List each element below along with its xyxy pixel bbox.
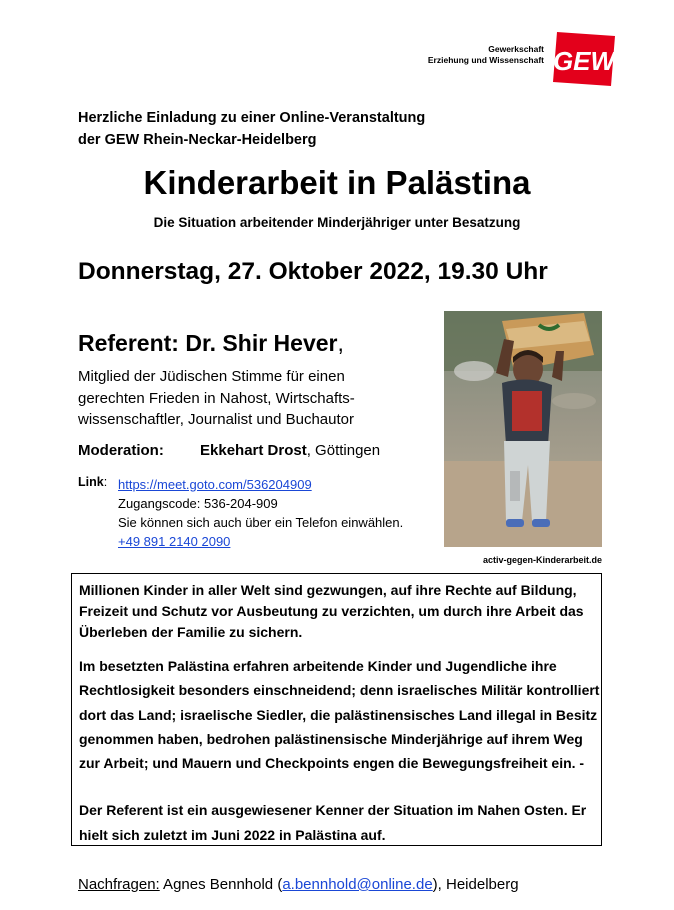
speaker-desc-line: wissenschaftler, Journalist und Buchautor [78, 411, 354, 428]
link-label-wrap [78, 475, 107, 489]
phone-note: Sie können sich auch über ein Telefon einwählen. [118, 515, 404, 530]
svg-text:GEW: GEW [552, 46, 616, 76]
speaker-heading [78, 330, 344, 357]
speaker-description [78, 366, 408, 431]
info-paragraph-3: Der Referent ist ein ausgewiesener Kenner der Situation im Nahen Osten. Er hielt sich zuletzt im Juni 2022 in Palästina auf. [79, 802, 587, 843]
meeting-link[interactable]: https://meet.goto.com/536204909 [118, 477, 312, 492]
moderator-name: Ekkehart Drost [200, 442, 307, 459]
invitation [78, 107, 425, 151]
invitation-line1: Herzliche Einladung zu einer Online-Veranstaltung [78, 110, 426, 126]
speaker-desc-line: Mitglied der Jüdischen Stimme für einen [78, 368, 345, 385]
contact-name: Agnes Bennhold ( [159, 876, 283, 893]
invitation-line2: der GEW Rhein-Neckar-Heidelberg [78, 132, 317, 148]
moderator-city: , Göttingen [306, 442, 381, 459]
info-paragraph-2: Im besetzten Palästina erfahren arbeitende Kinder und Jugendliche ihre Rechtlosigkeit besonders einschneidend; denn israelisches Militär kontrolliert dort das Land; israelische Siedler, die palästinensisches Land illegal in Besitz genommen haben, bedrohen palästinensische Minderjährige auf ihrem Weg zur Arbeit; und Mauern und Checkpoints engen die Bewegungsfreiheit ein. - [79, 658, 600, 772]
contact-email-link[interactable]: a.bennhold@online.de [282, 876, 433, 893]
gew-logo [551, 30, 617, 88]
link-block [118, 475, 403, 551]
link-colon: : [103, 475, 108, 489]
link-label: Link [78, 475, 104, 489]
event-title: Kinderarbeit in Palästina [143, 164, 531, 201]
event-date: Donnerstag, 27. Oktober 2022, 19.30 Uhr [78, 258, 548, 285]
access-code: Zugangscode: 536-204-909 [118, 496, 278, 511]
moderation [78, 442, 380, 459]
org-name-line1: Gewerkschaft [488, 44, 544, 54]
contact-label: Nachfragen: [78, 876, 160, 893]
info-paragraph-1: Millionen Kinder in aller Welt sind gezwungen, auf ihre Rechte auf Bildung, Freizeit und Schutz vor Ausbeutung zu verzichten, um durch ihre Arbeit das Überleben der Familie zu sichern. [79, 582, 584, 640]
speaker-comma: , [337, 330, 344, 356]
speaker-desc-line: gerechten Frieden in Nahost, Wirtschafts- [78, 389, 355, 407]
child-labor-photo [444, 311, 602, 547]
speaker-label: Referent: Dr. Shir Hever [78, 330, 338, 356]
phone-link[interactable]: +49 891 2140 2090 [118, 534, 231, 549]
contact-footer [78, 876, 519, 893]
org-name [428, 44, 544, 66]
moderation-label: Moderation: [78, 442, 164, 459]
event-subtitle: Die Situation arbeitender Minderjähriger unter Besatzung [153, 215, 521, 230]
org-name-line2: Erziehung und Wissenschaft [427, 55, 544, 65]
photo-caption: activ-gegen-Kinderarbeit.de [482, 555, 602, 565]
contact-city: ), Heidelberg [432, 876, 519, 893]
